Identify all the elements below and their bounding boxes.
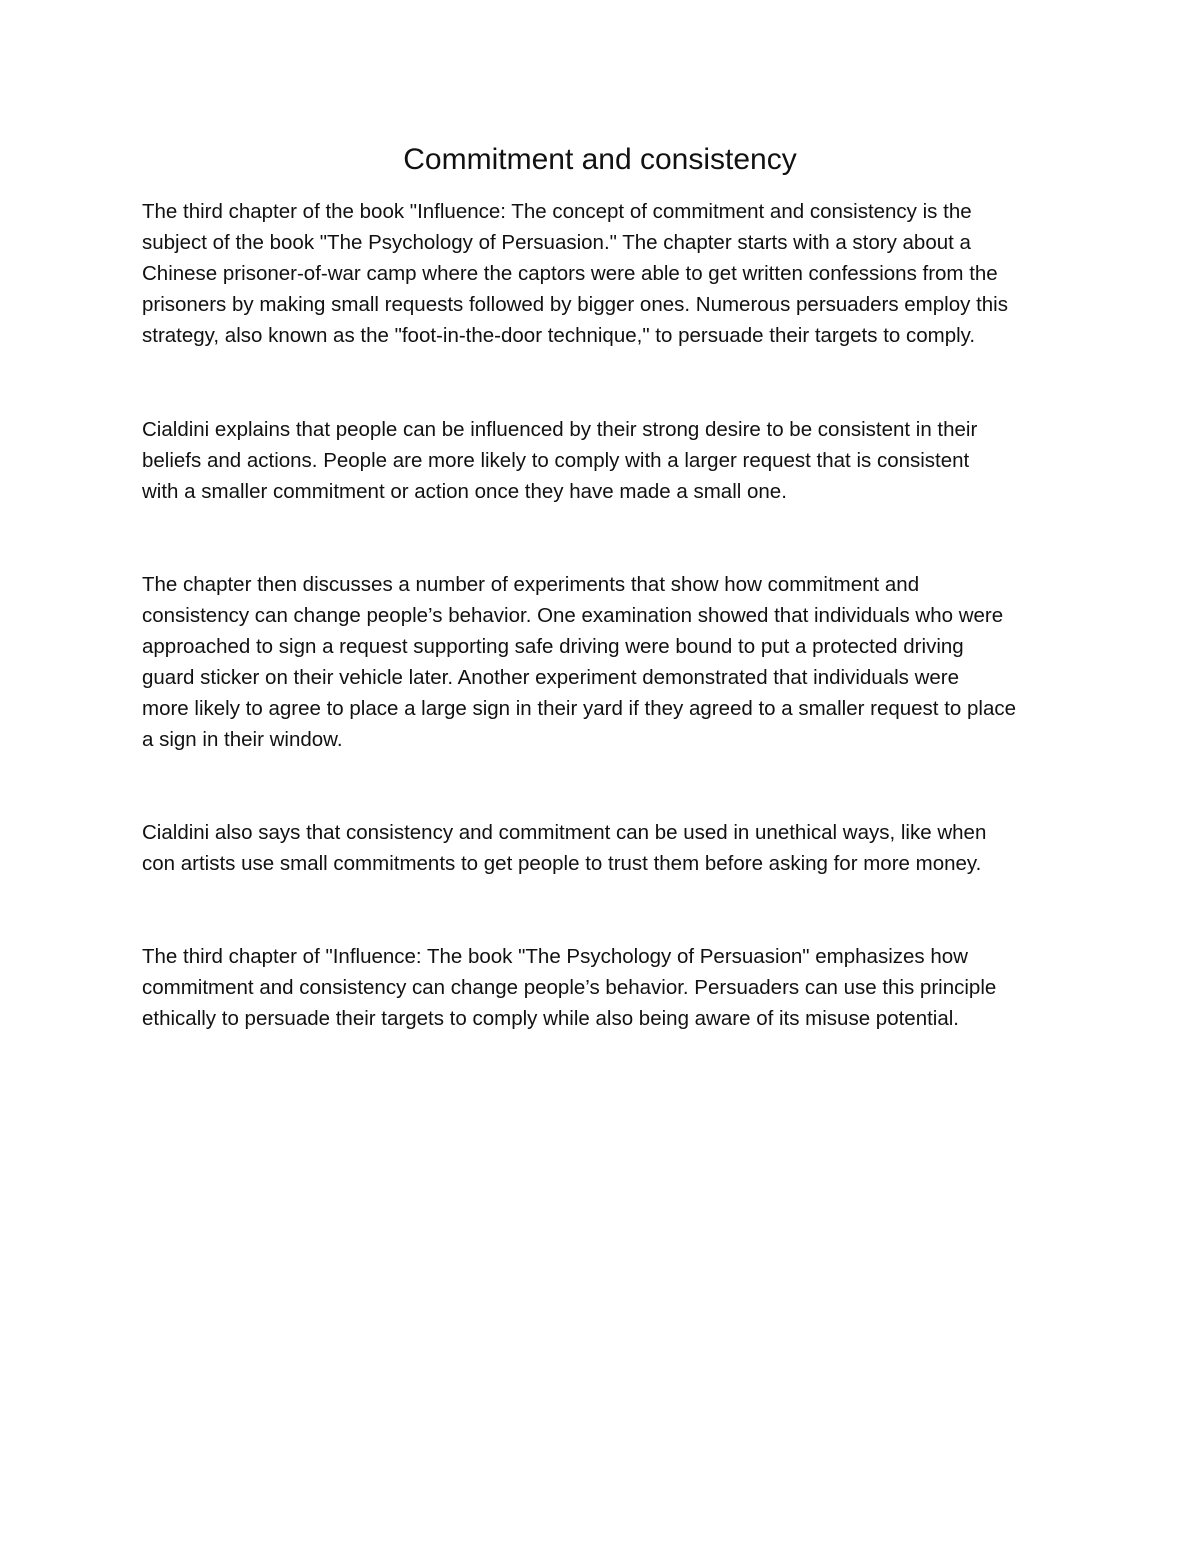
- paragraph-line: The chapter then discusses a number of experiments that show how commitment and: [142, 573, 920, 596]
- paragraph-line: approached to sign a request supporting safe driving were bound to put a protected driving: [142, 635, 964, 658]
- paragraph-line: strategy, also known as the "foot-in-the-door technique," to persuade their targets to comply.: [142, 324, 976, 347]
- paragraph-line: prisoners by making small requests followed by bigger ones. Numerous persuaders employ this: [142, 293, 1008, 316]
- paragraph-line: subject of the book "The Psychology of Persuasion." The chapter starts with a story about a: [142, 231, 971, 254]
- paragraph-intro: [142, 196, 1072, 351]
- paragraph-line: The third chapter of the book "Influence: The concept of commitment and consistency is the: [142, 200, 972, 223]
- paragraph-experiments: [142, 569, 1072, 755]
- paragraph-line: a sign in their window.: [142, 728, 343, 751]
- paragraph-line: Chinese prisoner-of-war camp where the captors were able to get written confessions from the: [142, 262, 998, 285]
- paragraph-line: commitment and consistency can change people’s behavior. Persuaders can use this principle: [142, 976, 997, 999]
- paragraph-line: Cialdini also says that consistency and commitment can be used in unethical ways, like when: [142, 821, 987, 844]
- paragraph-line: The third chapter of "Influence: The book "The Psychology of Persuasion" emphasizes how: [142, 945, 968, 968]
- paragraph-line: with a smaller commitment or action once they have made a small one.: [142, 480, 787, 503]
- paragraph-line: more likely to agree to place a large sign in their yard if they agreed to a smaller request to place: [142, 697, 1016, 720]
- paragraph-line: guard sticker on their vehicle later. Another experiment demonstrated that individuals were: [142, 666, 960, 689]
- paragraph-cialdini-explains: [142, 414, 1072, 507]
- paragraph-line: Cialdini explains that people can be influenced by their strong desire to be consistent in their: [142, 418, 978, 441]
- paragraph-unethical-use: [142, 817, 1072, 879]
- document-title: Commitment and consistency: [403, 143, 797, 176]
- paragraph-line: con artists use small commitments to get people to trust them before asking for more money.: [142, 852, 982, 875]
- paragraph-line: ethically to persuade their targets to comply while also being aware of its misuse potential.: [142, 1007, 960, 1030]
- paragraph-conclusion: [142, 941, 1072, 1034]
- paragraph-line: beliefs and actions. People are more likely to comply with a larger request that is consistent: [142, 449, 970, 472]
- paragraph-line: consistency can change people’s behavior. One examination showed that individuals who were: [142, 604, 1004, 627]
